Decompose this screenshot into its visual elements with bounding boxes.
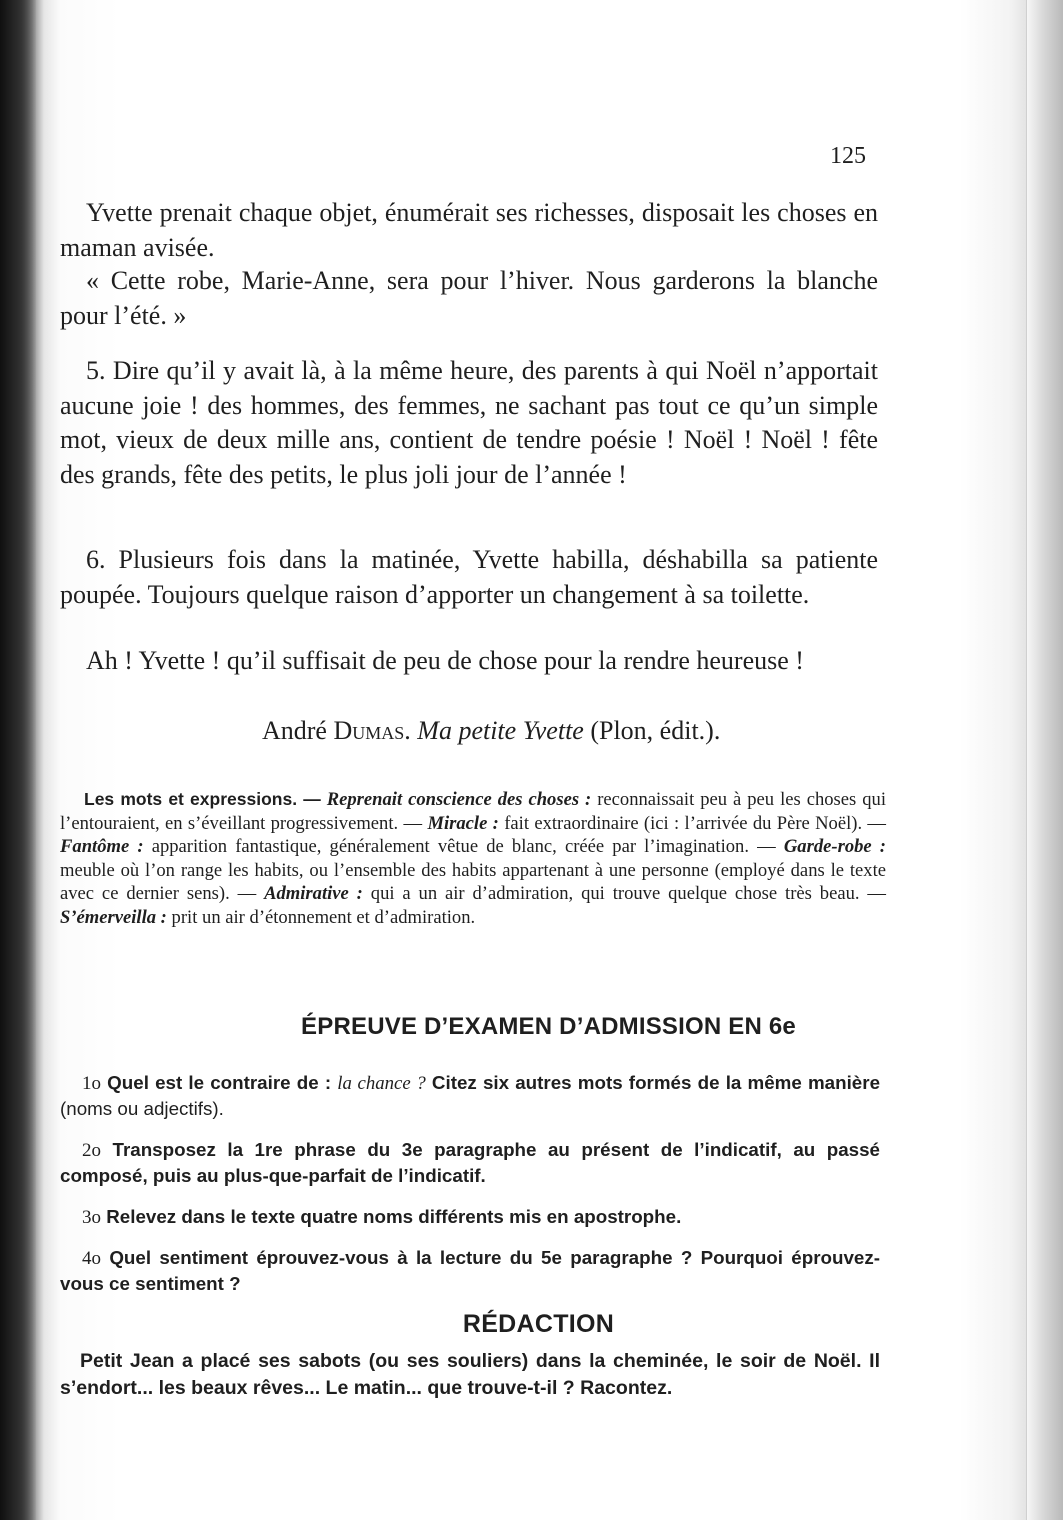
question-number: 1o <box>82 1073 101 1094</box>
question-text-italic: la chance ? <box>337 1073 426 1094</box>
question-text-plain: (noms ou adjectifs). <box>60 1097 224 1119</box>
vocab-definition: prit un air d’étonnement et d’admiration. <box>171 906 476 928</box>
vocab-term: Admirative : <box>264 883 363 905</box>
book-title: Ma petite Yvette <box>417 716 584 745</box>
vocab-term: S’émerveilla : <box>60 906 167 928</box>
vocab-term: Garde-robe : <box>783 836 886 858</box>
vocab-definition: apparition fantastique, généralement vêtue de blanc, créée par l’imagination. — <box>151 836 776 858</box>
exam-question-3 <box>60 1205 880 1231</box>
vocab-definition: meuble où l’on range les habits, ou l’ensemble des habits appartenant à une personne (employé dans le texte avec ce dernier sens). — <box>60 859 886 905</box>
redaction-prompt: Petit Jean a placé ses sabots (ou ses souliers) dans la cheminée, le soir de Noël. Il s’endort... les beaux rêves... Le matin... que trouve-t-il ? Racontez. <box>60 1350 880 1399</box>
vocab-definition: fait extraordinaire (ici : l’arrivée du Père Noël). — <box>504 812 887 834</box>
author-last-name: Dumas. <box>333 716 411 745</box>
paragraph-dialogue: « Cette robe, Marie-Anne, sera pour l’hiver. Nous garderons la blanche pour l’été. » <box>60 266 878 330</box>
vocabulary-heading: Les mots et expressions. — <box>84 789 321 809</box>
question-number: 3o <box>82 1207 101 1228</box>
publisher: (Plon, édit.). <box>590 716 721 745</box>
question-text: Quel sentiment éprouvez-vous à la lecture du 5e paragraphe ? Pourquoi éprouvez-vous ce sentiment ? <box>60 1247 881 1294</box>
question-number: 2o <box>82 1140 101 1161</box>
vocabulary-section <box>60 788 886 930</box>
question-number: 4o <box>82 1248 101 1269</box>
exam-question-4 <box>60 1246 880 1296</box>
paragraph-yvette-richesses: Yvette prenait chaque objet, énumérait ses richesses, disposait les choses en maman avisée. <box>60 198 878 262</box>
question-text: Citez six autres mots formés de la même manière <box>431 1072 881 1093</box>
author-first-name: André <box>262 716 327 745</box>
page-edge <box>1026 0 1063 1520</box>
vocab-term: Reprenait conscience des choses : <box>326 789 592 810</box>
question-text: Quel est le contraire de : <box>107 1072 332 1093</box>
paragraph-5: 5. Dire qu’il y avait là, à la même heure, des parents à qui Noël n’apportait aucune joie ! des hommes, des femmes, ne sachant pas tout ce qu’un simple mot, vieux de deux mille ans, contient de tendre poésie ! Noël ! Noël ! fête des grands, fête des petits, le plus joli jour de l’année ! <box>60 356 878 489</box>
page-number: 125 <box>830 143 866 169</box>
paragraph-6: 6. Plusieurs fois dans la matinée, Yvette habilla, déshabilla sa patiente poupée. Toujours quelque raison d’apporter un changement à sa toilette. <box>60 545 878 609</box>
paragraph-conclusion: Ah ! Yvette ! qu’il suffisait de peu de chose pour la rendre heureuse ! <box>86 646 804 675</box>
question-text: Relevez dans le texte quatre noms différents mis en apostrophe. <box>106 1206 682 1227</box>
vocab-term: Miracle : <box>427 812 499 834</box>
exam-question-1 <box>60 1071 880 1121</box>
exam-heading: ÉPREUVE D’EXAMEN D’ADMISSION EN 6e <box>301 1013 796 1040</box>
vocab-definition: reconnaissait peu à peu les choses qui l’entouraient, en s’éveillant progressivement. — <box>60 789 886 834</box>
vocab-term: Fantôme : <box>60 836 144 858</box>
redaction-heading: RÉDACTION <box>462 1310 615 1338</box>
attribution <box>262 716 720 746</box>
question-text: Transposez la 1re phrase du 3e paragraphe au présent de l’indicatif, au passé composé, puis au plus-que-parfait de l’indicatif. <box>60 1139 881 1186</box>
vocab-definition: qui a un air d’admiration, qui trouve quelque chose très beau. — <box>370 883 887 905</box>
page-binding-shadow <box>0 0 36 1520</box>
exam-question-2 <box>60 1138 880 1188</box>
